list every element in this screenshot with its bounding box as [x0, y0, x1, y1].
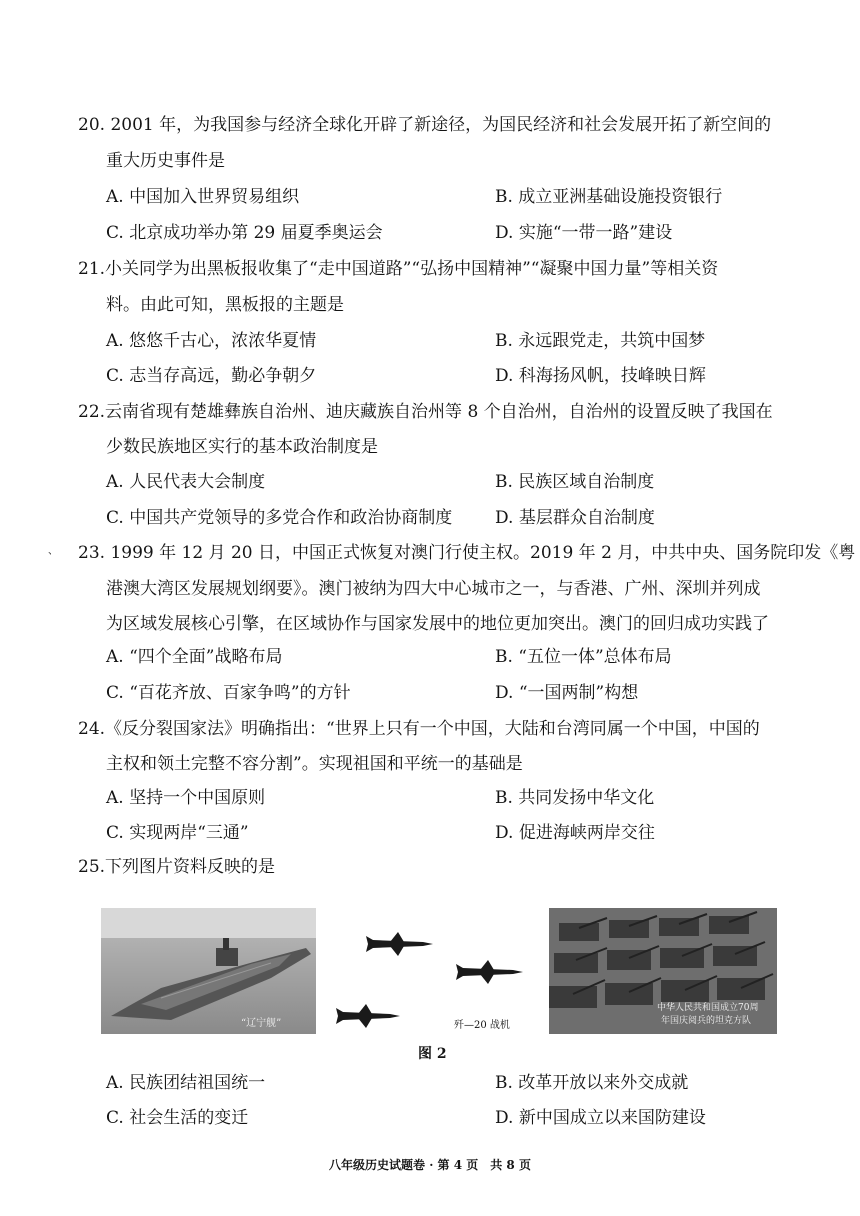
q21-number: 21.: [78, 259, 106, 279]
q23-option-d: D. “一国两制”构想: [495, 683, 639, 703]
q24-stem-line1: 24.《反分裂国家法》明确指出：“世界上只有一个中国，大陆和台湾同属一个中国，中国的: [78, 719, 760, 739]
q21-option-a: A. 悠悠千古心，浓浓华夏情: [106, 331, 317, 351]
photo3-caption-line2: 年国庆阅兵的坦克方队: [661, 1016, 752, 1026]
photo-aircraft-carrier: [101, 908, 316, 1034]
q20-option-d: D. 实施“一带一路”建设: [495, 223, 673, 243]
q20-stem-line2: 重大历史事件是: [106, 151, 225, 171]
photo-tank-parade: [549, 908, 777, 1034]
q23-option-b: B. “五位一体”总体布局: [495, 647, 672, 667]
q24-option-b: B. 共同发扬中华文化: [495, 788, 655, 808]
q21-stem-line1: 21.小关同学为出黑板报收集了“走中国道路”“弘扬中国精神”“凝聚中国力量”等相关资: [78, 259, 719, 279]
q21-option-c: C. 志当存高远，勤必争朝夕: [106, 366, 317, 386]
q20-option-a: A. 中国加入世界贸易组织: [106, 187, 300, 207]
q24-option-d: D. 促进海峡两岸交往: [495, 823, 655, 843]
q24-option-a: A. 坚持一个中国原则: [106, 788, 266, 808]
photo-j20-fighters: [328, 908, 538, 1034]
q24-option-c: C. 实现两岸“三通”: [106, 823, 249, 843]
q25-option-d: D. 新中国成立以来国防建设: [495, 1108, 706, 1128]
q23-number: 23.: [78, 543, 106, 563]
q22-option-b: B. 民族区域自治制度: [495, 472, 655, 492]
q23-stem-line1: 23. 1999 年 12 月 20 日，中国正式恢复对澳门行使主权。2019 年 2 月，中共中央、国务院印发《粤: [78, 543, 856, 563]
q22-option-d: D. 基层群众自治制度: [495, 508, 655, 528]
q24-number: 24.: [78, 719, 106, 739]
q23-option-a: A. “四个全面”战略布局: [106, 647, 283, 667]
q21-option-b: B. 永远跟党走，共筑中国梦: [495, 331, 706, 351]
photo2-caption: 歼—20 战机: [454, 1020, 510, 1031]
q21-option-d: D. 科海扬风帆，技峰映日辉: [495, 366, 706, 386]
page-footer: 八年级历史试题卷 · 第 4 页 共 8 页: [329, 1158, 531, 1172]
q22-option-c: C. 中国共产党领导的多党合作和政治协商制度: [106, 508, 453, 528]
margin-mark: 、: [48, 546, 58, 557]
photo1-caption: “辽宁舰”: [241, 1018, 282, 1029]
figure-label: 图 2: [418, 1046, 447, 1062]
q25-number: 25.: [78, 857, 106, 877]
q22-option-a: A. 人民代表大会制度: [106, 472, 266, 492]
q25-option-c: C. 社会生活的变迁: [106, 1108, 249, 1128]
q23-stem-line2: 港澳大湾区发展规划纲要》。澳门被纳为四大中心城市之一，与香港、广州、深圳并列成: [106, 579, 761, 599]
photo3-caption-line1: 中华人民共和国成立70周: [657, 1003, 759, 1013]
q21-stem-line2: 料。由此可知，黑板报的主题是: [106, 295, 344, 315]
aircraft-carrier-image: [101, 908, 316, 1034]
q23-stem-line3: 为区域发展核心引擎，在区域协作与国家发展中的地位更加突出。澳门的回归成功实践了: [106, 614, 769, 634]
q25-stem-line1: 25.下列图片资料反映的是: [78, 857, 276, 877]
q24-stem-line2: 主权和领土完整不容分割”。实现祖国和平统一的基础是: [106, 754, 523, 774]
q20-option-c: C. 北京成功举办第 29 届夏季奥运会: [106, 223, 383, 243]
q23-option-c: C. “百花齐放、百家争鸣”的方针: [106, 683, 351, 703]
q20-number: 20.: [78, 115, 106, 135]
q25-option-b: B. 改革开放以来外交成就: [495, 1073, 689, 1093]
q22-number: 22.: [78, 402, 106, 422]
q20-stem-line1: 20. 2001 年，为我国参与经济全球化开辟了新途径，为国民经济和社会发展开拓了新空间的: [78, 115, 772, 135]
q22-stem-line2: 少数民族地区实行的基本政治制度是: [106, 437, 378, 457]
q22-stem-line1: 22.云南省现有楚雄彝族自治州、迪庆藏族自治州等 8 个自治州，自治州的设置反映了我国在: [78, 402, 773, 422]
q25-option-a: A. 民族团结祖国统一: [106, 1073, 266, 1093]
q20-option-b: B. 成立亚洲基础设施投资银行: [495, 187, 723, 207]
